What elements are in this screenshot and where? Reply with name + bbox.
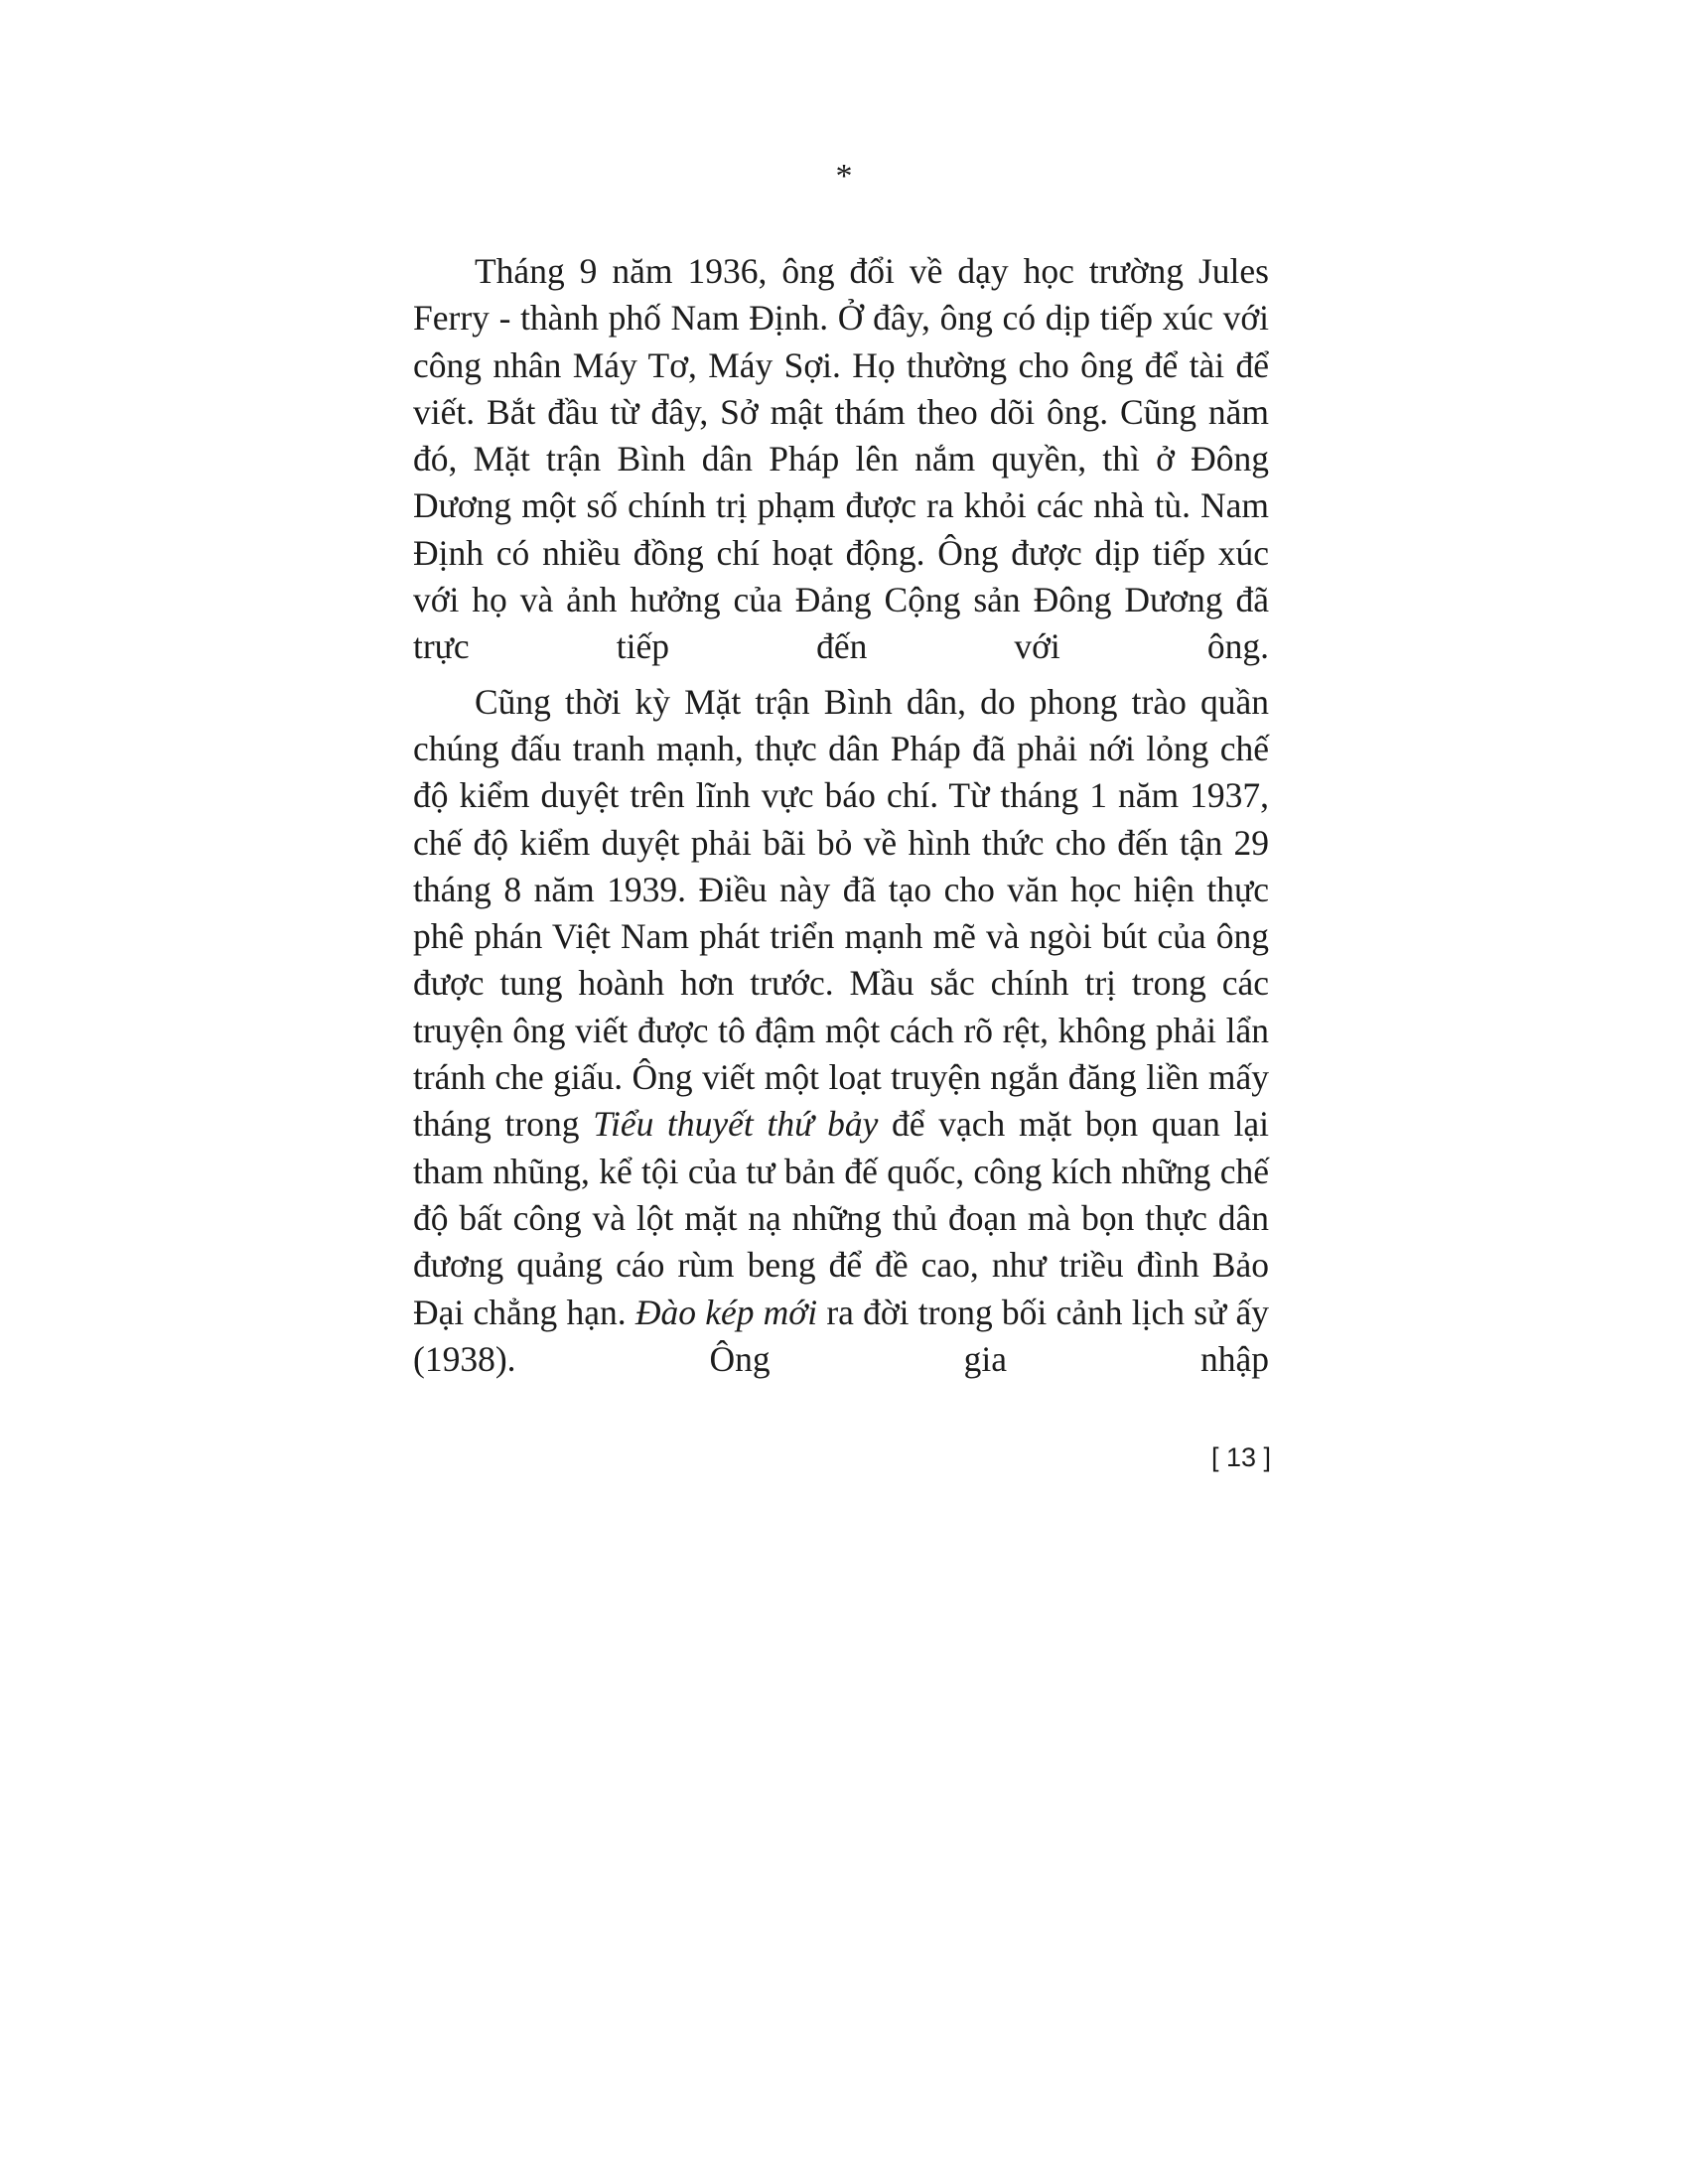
work-title-italic: Đào kép mới [634, 1292, 818, 1332]
paragraph [413, 679, 1269, 1383]
paragraph-text: Cũng thời kỳ Mặt trận Bình dân, do phong trào quần chúng đấu tranh mạnh, thực dân Pháp đã phải nới lỏng chế độ kiểm duyệt trên lĩnh vực báo chí. Từ tháng 1 năm 1937, chế độ kiểm duyệt phải bãi bỏ về hình thức cho đến tận 29 tháng 8 năm 1939. Điều này đã tạo cho văn học hiện thực phê phán Việt Nam phát triển mạnh mẽ và ngòi bút của ông được tung hoành hơn trước. Mầu sắc chính trị trong các truyện ông viết được tô đậm một cách rõ rệt, không phải lẩn tránh che giấu. Ông viết một loạt truyện ngắn đăng liền mấy tháng trong [413, 681, 1269, 1145]
paragraph [413, 248, 1269, 671]
paragraph-text: ra đời trong bối cảnh lịch sử ấy (1938). Ông gia nhập [413, 1292, 1269, 1379]
page-number: [ 13 ] [1210, 1442, 1271, 1472]
body-text [413, 248, 1269, 1383]
paragraph-text: để vạch mặt bọn quan lại tham nhũng, kể tội của tư bản đế quốc, công kích những chế độ bất công và lột mặt nạ những thủ đoạn mà bọn thực dân đương quảng cáo rùm beng để đề cao, như triều đình Bảo Đại chẳng hạn. [413, 1104, 1269, 1332]
paragraph-text: Tháng 9 năm 1936, ông đổi về dạy học trường Jules Ferry - thành phố Nam Định. Ở đây, ông có dịp tiếp xúc với công nhân Máy Tơ, Máy Sợi. Họ thường cho ông để tài để viết. Bắt đầu từ đây, Sở mật thám theo dõi ông. Cũng năm đó, Mặt trận Bình dân Pháp lên nắm quyền, thì ở Đông Dương một số chính trị phạm được ra khỏi các nhà tù. Nam Định có nhiều đồng chí hoạt động. Ông được dịp tiếp xúc với họ và ảnh hưởng của Đảng Cộng sản Đông Dương đã trực tiếp đến với ông. [413, 251, 1269, 667]
section-ornament: * [835, 158, 853, 195]
work-title-italic: Tiểu thuyết thứ bảy [593, 1104, 879, 1145]
